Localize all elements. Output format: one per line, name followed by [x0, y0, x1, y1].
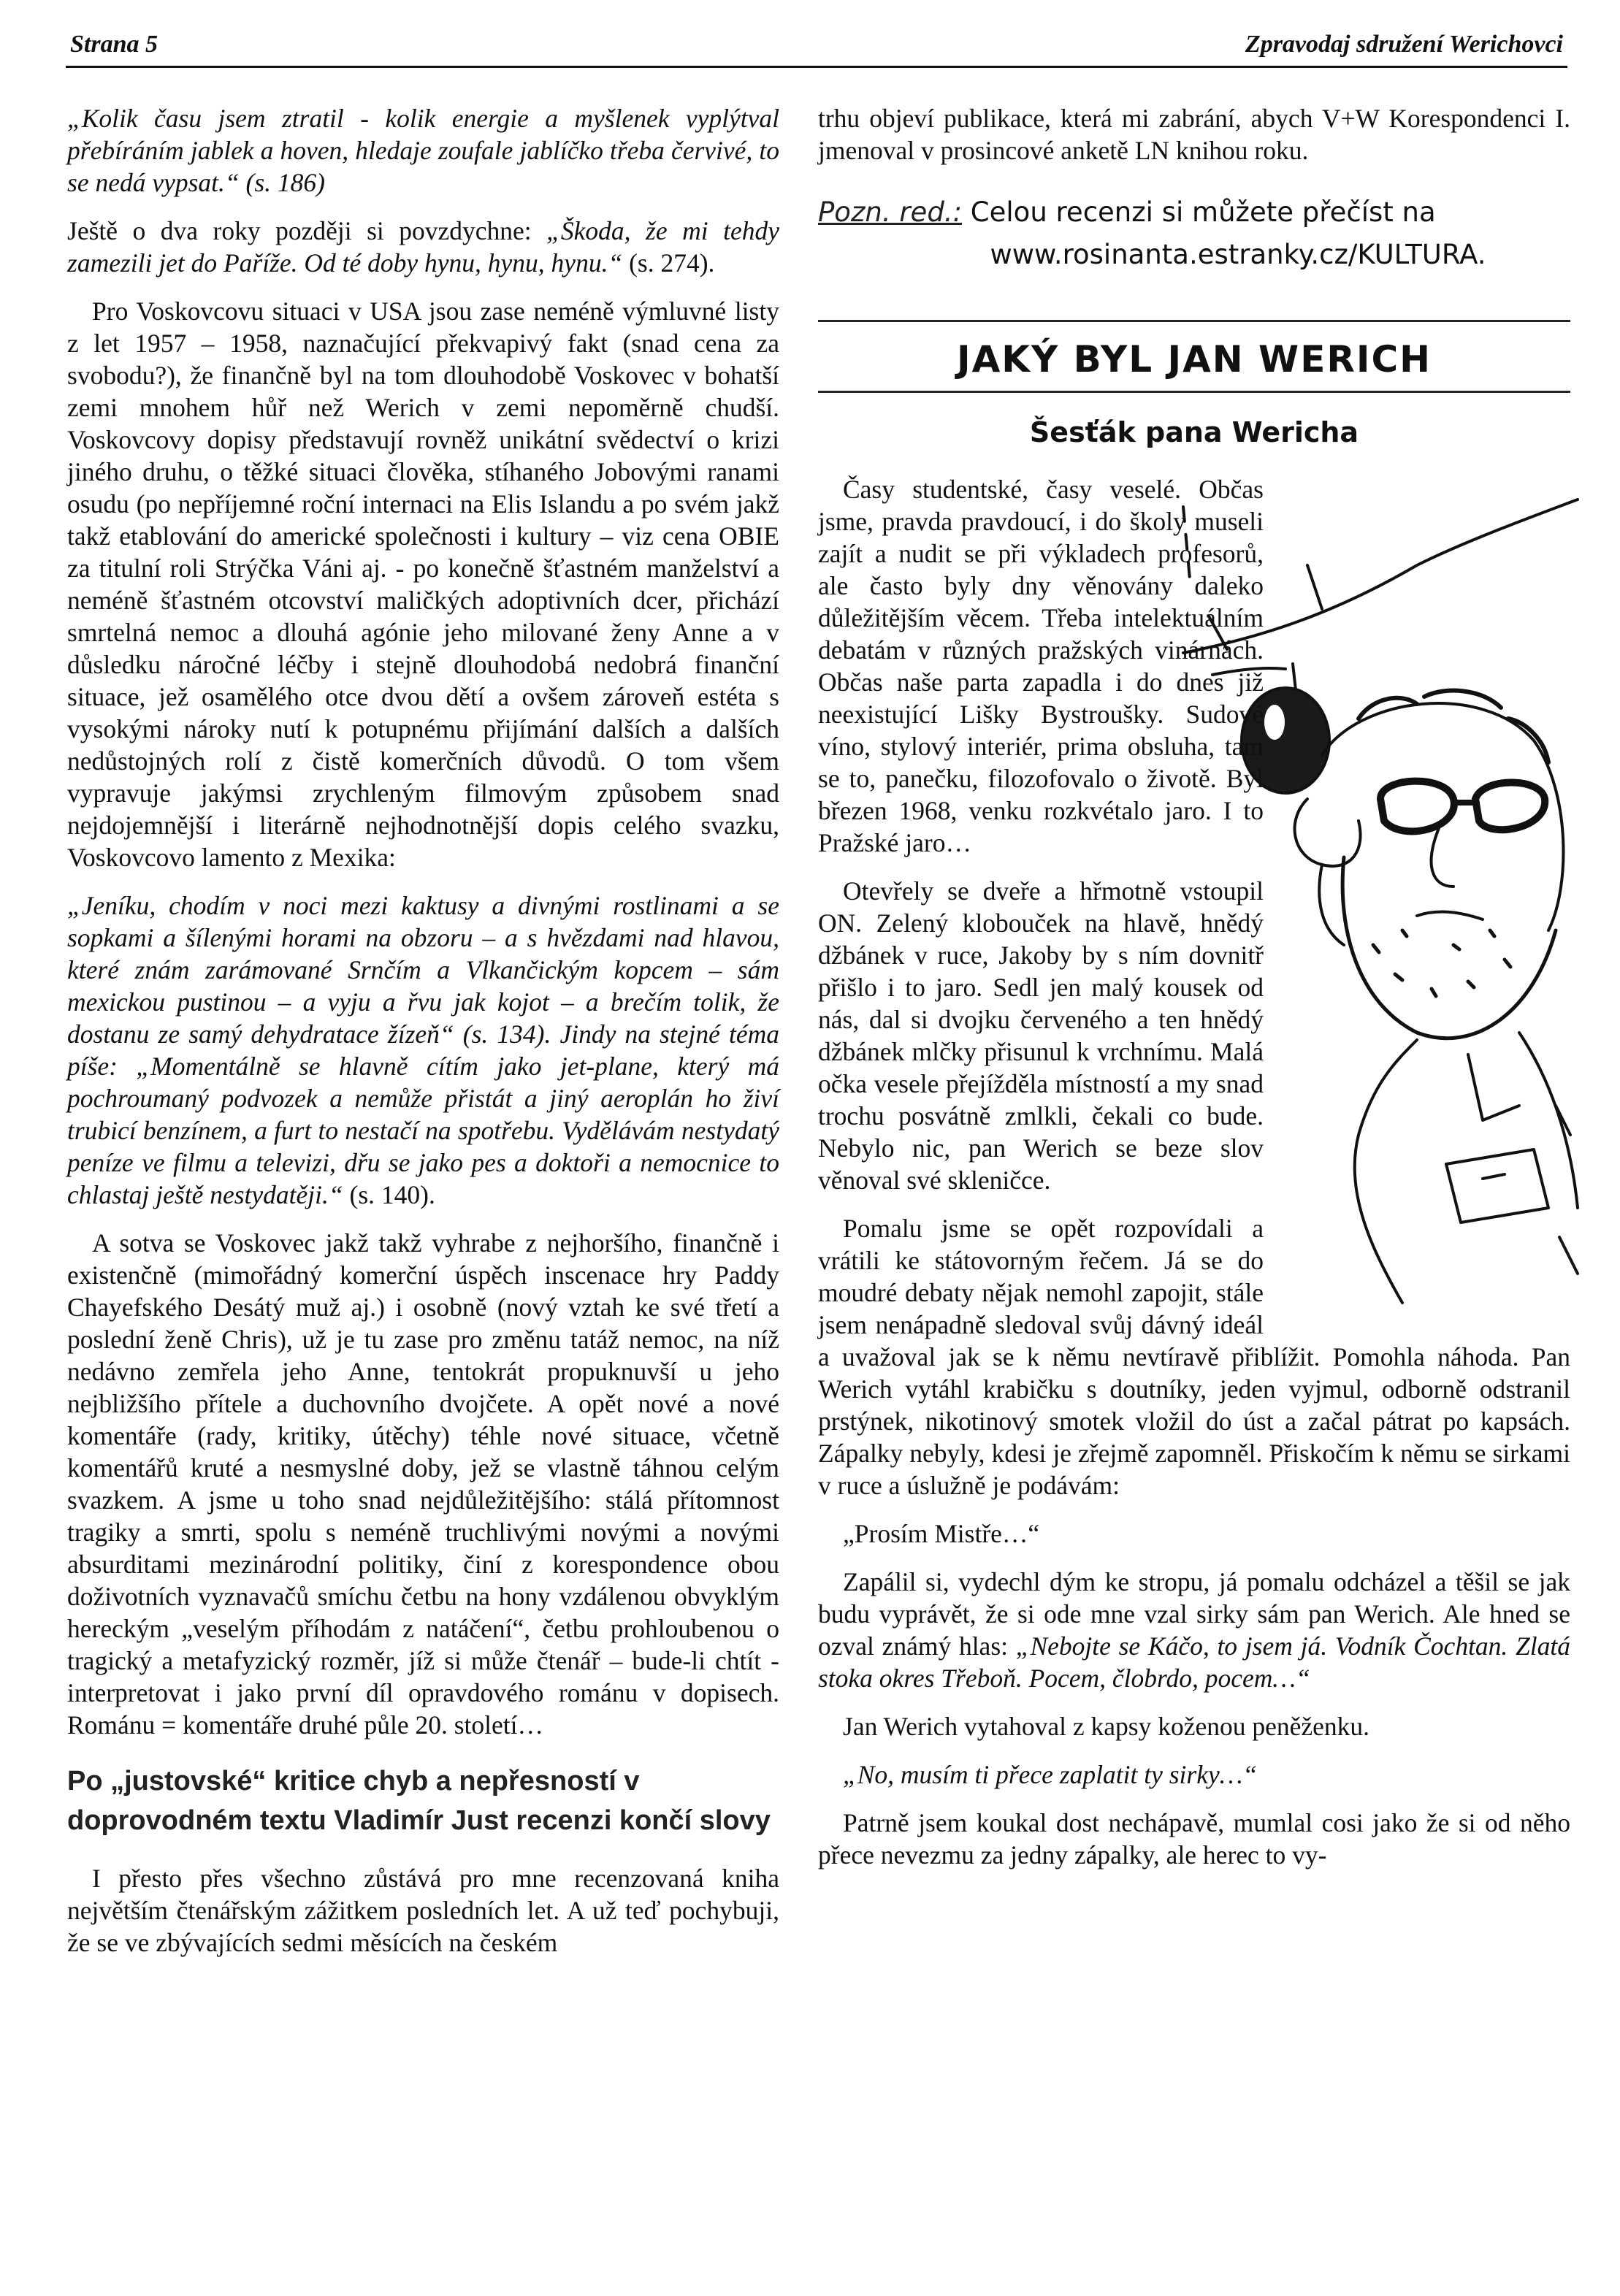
body-paragraph: I přesto přes všechno zůstává pro mne recenzovaná kniha největším čtenářským zážitkem posledních let. A už teď pochybuji, že se ve zbývajících sedmi měsících na českém: [67, 1864, 779, 1957]
body-paragraph: Pomalu jsme se opět rozpovídali a vrátili ke státovorným řečem. Já se do moudré debaty nějak nemohl zapojit, stále jsem nenápadně sledoval svůj dávný ideál a uvažoval jak se k němu nevtíravě přiblížit. Pomohla náhoda. Pan Werich vytáhl krabičku s doutníky, jeden vyjmul, odborně odstranil prstýnek, nikotinový smotek vložil do úst a začal pátrat po kapsách. Zápalky nebyly, kdesi je zřejmě zapomněl. Přiskočím k němu se sirkami v ruce a úslužně je podávám:: [818, 1214, 1570, 1500]
body-paragraph: [818, 1566, 1570, 1694]
editor-note: [818, 191, 1570, 276]
inline-quote: „Škoda, že mi tehdy zamezili jet do Paříže. Od té doby hynu, hynu, hynu.“: [67, 216, 780, 278]
section-title: JAKÝ BYL JAN WERICH: [956, 338, 1432, 380]
body-paragraph: Patrně jsem koukal dost nechápavě, mumlal cosi jako že si od něho přece nevezmu za jedny zápalky, ale herec to vy-: [818, 1808, 1570, 1870]
section-divider: [818, 391, 1570, 393]
page-header: [66, 26, 1567, 68]
body-paragraph: trhu objeví publikace, která mi zabrání, abych V+W Korespondenci I. jmenoval v prosincové anketě LN knihou roku.: [818, 104, 1570, 165]
left-column: [67, 102, 779, 1975]
quote-paragraph: „Kolik času jsem ztratil - kolik energie a myšlenek vyplýtval přebíráním jablek a hoven, hledaje zoufale jablíčko třeba červivé, to se nedá vypsat.“ (s. 186): [67, 104, 779, 197]
section-subheading: Po „justovské“ kritice chyb a nepřesností v doprovodném textu Vladimír Just recenzi končí slovy: [67, 1766, 771, 1836]
page-number: Strana 5: [70, 31, 158, 58]
right-column: [818, 102, 1570, 1887]
page-reference: (s. 140).: [343, 1180, 435, 1209]
inline-quote: „Nebojte se Káčo, to jsem já. Vodník Čochtan. Zlatá stoka okres Třeboň. Pocem, člobrdo, pocem…“: [818, 1631, 1570, 1693]
body-paragraph: Časy studentské, časy veselé. Občas jsme, pravda pravdoucí, i do školy museli zajít a nudit se při výkladech profesorů, ale často byly dny věnovány daleko důležitějším věcem. Třeba intelektuálním debatám v různých pražských vinárnách. Občas naše parta zapadla i do dnes již neexistující Lišky Bystroušky. Sudové víno, stylový interiér, prima obsluha, tam se to, panečku, filozofovalo o životě. Byl březen 1968, venku rozkvétalo jaro. I to Pražské jaro…: [818, 475, 1264, 857]
publication-title: Zpravodaj sdružení Werichovci: [1245, 31, 1563, 58]
quote-paragraph: [67, 889, 779, 1211]
article-subtitle: Šesťák pana Wericha: [1029, 416, 1359, 448]
body-paragraph: A sotva se Voskovec jakž takž vyhrabe z nejhoršího, finančně i existenčně (mimořádný komerční úspěch inscenace hry Paddy Chayefského Desátý muž aj.) i osobně (nový vztah ke své třetí a poslední ženě Chris), už je tu zase pro změnu tatáž nemoc, na níž nedávno zemřela jeho Anne, tentokrát propuknuvší u jeho nejbližšího přítele a duchovního dvojčete. A opět nové a nové komentáře (rady, kritiky, útěchy) téhle nové situace, včetně komentářů kruté a nesmyslné doby, jež se vlastně táhnou celým svazkem. A jsme u toho snad nejdůležitějšího: stálá přítomnost tragiky a smrti, spolu s neméně truchlivými novými a novými absurditami mezinárodní politiky, činí z korespondence obou doživotních vyznavačů smíchu četbu na hony vzdálenou obvyklým hereckým „veselým příhodám z natáčení“, četbu prohloubenou o tragický a metafyzický rozměr, jíž si může čtenář – bude-li chtít - interpretovat i jako první díl opravdového románu v dopisech. Románu = komentáře druhé půle 20. století…: [67, 1228, 779, 1740]
body-paragraph: Pro Voskovcovu situaci v USA jsou zase neméně výmluvné listy z let 1957 – 1958, naznačující překvapivý fakt (snad cena za svobodu?), že finančně byl na tom dlouhodobě Voskovec v bohatší zemi mnohem hůř než Werich v zemi nepoměrně chudší. Voskovcovy dopisy představují rovněž unikátní svědectví o krizi jiného druhu, o těžké situaci člověka, stíhaného Jobovými ranami osudu (po nepříjemné roční internaci na Elis Islandu a po svém jakž takž etablování do americké společnosti i kultury – viz cena OBIE za titulní roli Strýčka Váni aj. - po konečně šťastném manželství a neméně šťastném otcovství maličkých adoptivních dcer, přichází smrtelná nemoc a dlouhá agónie jeho milované ženy Anne a v důsledku náročné léčby i stejně dlouhodobá nedobrá finanční situace, jež osamělého otce dvou dětí a ovšem zároveň estéta s vysokými nároky nutí k potupnému přijímání dalších a dalších nedůstojných rolí z čistě komerčních důvodů. O tom všem vypravuje jakýmsi zrychleným filmovým způsobem snad nejdojemnější i literárně nejhodnotnější dopis celého svazku, Voskovcovo lamento z Mexika:: [67, 296, 779, 872]
body-paragraph: Jan Werich vytahoval z kapsy koženou peněženku.: [843, 1712, 1370, 1741]
paragraph-text: Ještě o dva roky později si povzdychne:: [67, 216, 547, 245]
paragraph-text: Zapálil si, vydechl dým ke stropu, já pomalu odcházel a těšil se jak budu vyprávět, že si ode mne vzal sirky sám pan Werich. Ale hned se ozval známý hlas:: [818, 1567, 1570, 1661]
note-label: Pozn. red.:: [818, 196, 963, 228]
inline-quote: „Jeníku, chodím v noci mezi kaktusy a divnými rostlinami a se sopkami a šílenými horami na obzoru – a s hvězdami nad hlavou, které znám zarámované Srnčím a Vlkančickým kopcem – sám mexickou pustinou – a vyju a řvu jak kojot – a brečím tolik, že dostanu ze samý dehydratace žízeň“ (s. 134). Jindy na stejné téma píše: „Momentálně se hlavně cítím jako jet-plane, který má pochroumaný podvozek a nemůže přistát a jiný aeroplán ho živí trubicí benzínem, a furt to nestačí na spotřebu. Vydělávám nestydatý peníze ve filmu a televizi, dřu se jako pes a doktoři a nemocnice to chlastaj ještě nestydatěji.“: [67, 891, 779, 1209]
note-url: www.rosinanta.estranky.cz/KULTURA.: [990, 239, 1486, 270]
body-paragraph: „Prosím Mistře…“: [843, 1519, 1040, 1548]
page-reference: (s. 274).: [622, 248, 715, 278]
inline-quote: „No, musím ti přece zaplatit ty sirky…“: [843, 1760, 1258, 1789]
body-paragraph: [67, 215, 779, 279]
body-paragraph: Otevřely se dveře a hřmotně vstoupil ON. Zelený klobouček na hlavě, hnědý džbánek v ruce, Jakoby by s ním dovnitř přišlo i to jaro. Sedl jen malý kousek od nás, dal si dvojku červeného a ten hnědý džbánek mlčky přisunul k vrchnímu. Malá očka vesele přejížděla místností a my snad trochu posvátně zmlkli, čekali co bude. Nebylo nic, pan Werich se beze slov věnoval své skleničce.: [818, 876, 1264, 1195]
note-text: Celou recenzi si můžete přečíst na: [962, 196, 1436, 228]
